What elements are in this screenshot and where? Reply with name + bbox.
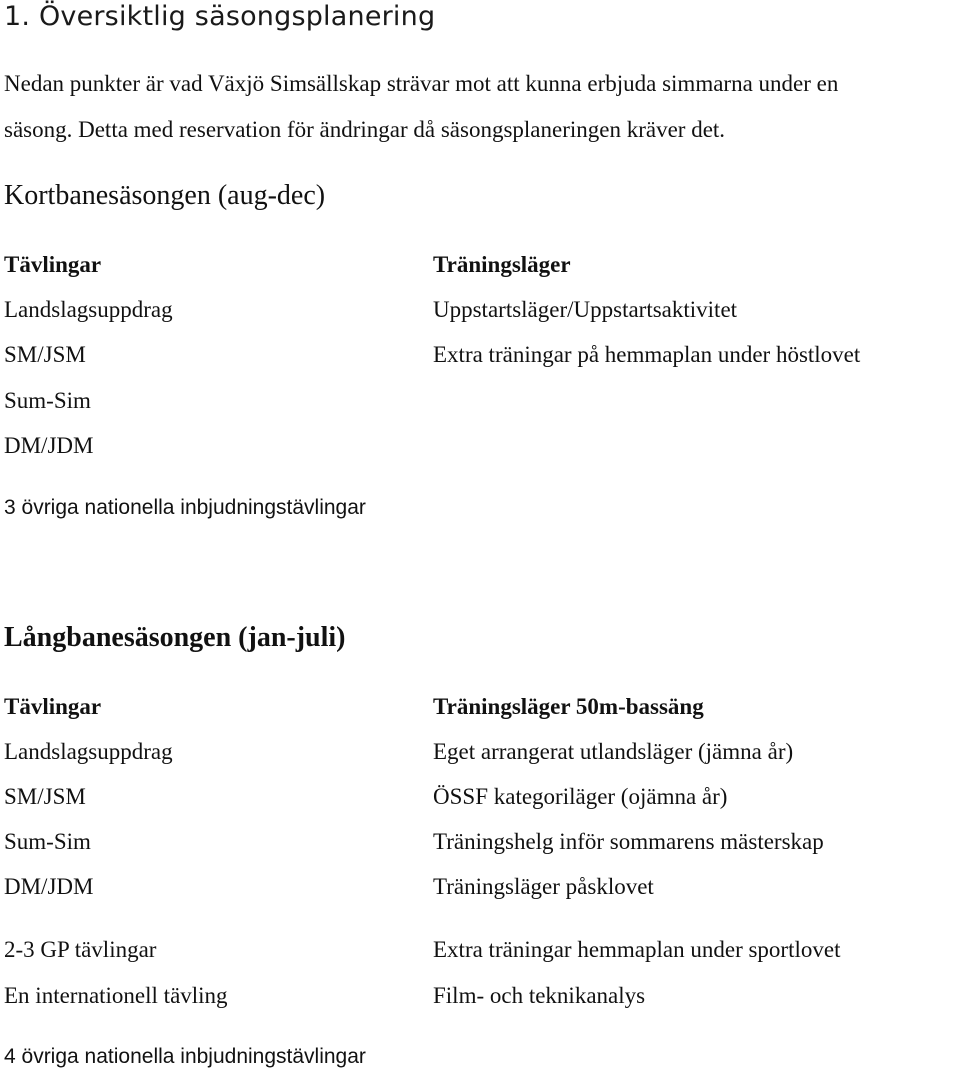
list-item: En internationell tävling	[4, 983, 228, 1008]
list-item: DM/JDM	[4, 874, 94, 899]
short-course-title: Kortbanesäsongen (aug-dec)	[4, 180, 326, 211]
list-item: Uppstartsläger/Uppstartsaktivitet	[433, 297, 738, 322]
list-item: Sum-Sim	[4, 388, 91, 413]
list-item: 2-3 GP tävlingar	[4, 937, 157, 962]
short-competitions-header: Tävlingar	[4, 252, 102, 277]
short-camps-header: Träningsläger	[433, 252, 571, 277]
list-item: Film- och teknikanalys	[433, 983, 646, 1008]
intro-line-1: Nedan punkter är vad Växjö Simsällskap strävar mot att kunna erbjuda simmarna under en	[4, 71, 839, 96]
list-item: Träningshelg inför sommarens mästerskap	[433, 829, 824, 854]
list-item: Landslagsuppdrag	[4, 297, 173, 322]
list-item: SM/JSM	[4, 784, 86, 809]
section-heading: 1. Översiktlig säsongsplanering	[4, 1, 436, 32]
list-item: ÖSSF kategoriläger (ojämna år)	[433, 784, 728, 809]
intro-line-2: säsong. Detta med reservation för ändringar då säsongsplaneringen kräver det.	[4, 117, 726, 142]
list-item: Extra träningar på hemmaplan under höstlovet	[433, 342, 861, 367]
list-item: Träningsläger påsklovet	[433, 874, 654, 899]
short-course-note: 3 övriga nationella inbjudningstävlingar	[4, 496, 366, 519]
list-item: Eget arrangerat utlandsläger (jämna år)	[433, 739, 794, 764]
list-item: Landslagsuppdrag	[4, 739, 173, 764]
long-course-title: Långbanesäsongen (jan-juli)	[4, 622, 346, 653]
list-item: Extra träningar hemmaplan under sportlovet	[433, 937, 841, 962]
long-course-note: 4 övriga nationella inbjudningstävlingar	[4, 1045, 366, 1068]
long-competitions-header: Tävlingar	[4, 694, 102, 719]
long-camps-header: Träningsläger 50m-bassäng	[433, 694, 704, 719]
list-item: DM/JDM	[4, 433, 94, 458]
list-item: SM/JSM	[4, 342, 86, 367]
list-item: Sum-Sim	[4, 829, 91, 854]
